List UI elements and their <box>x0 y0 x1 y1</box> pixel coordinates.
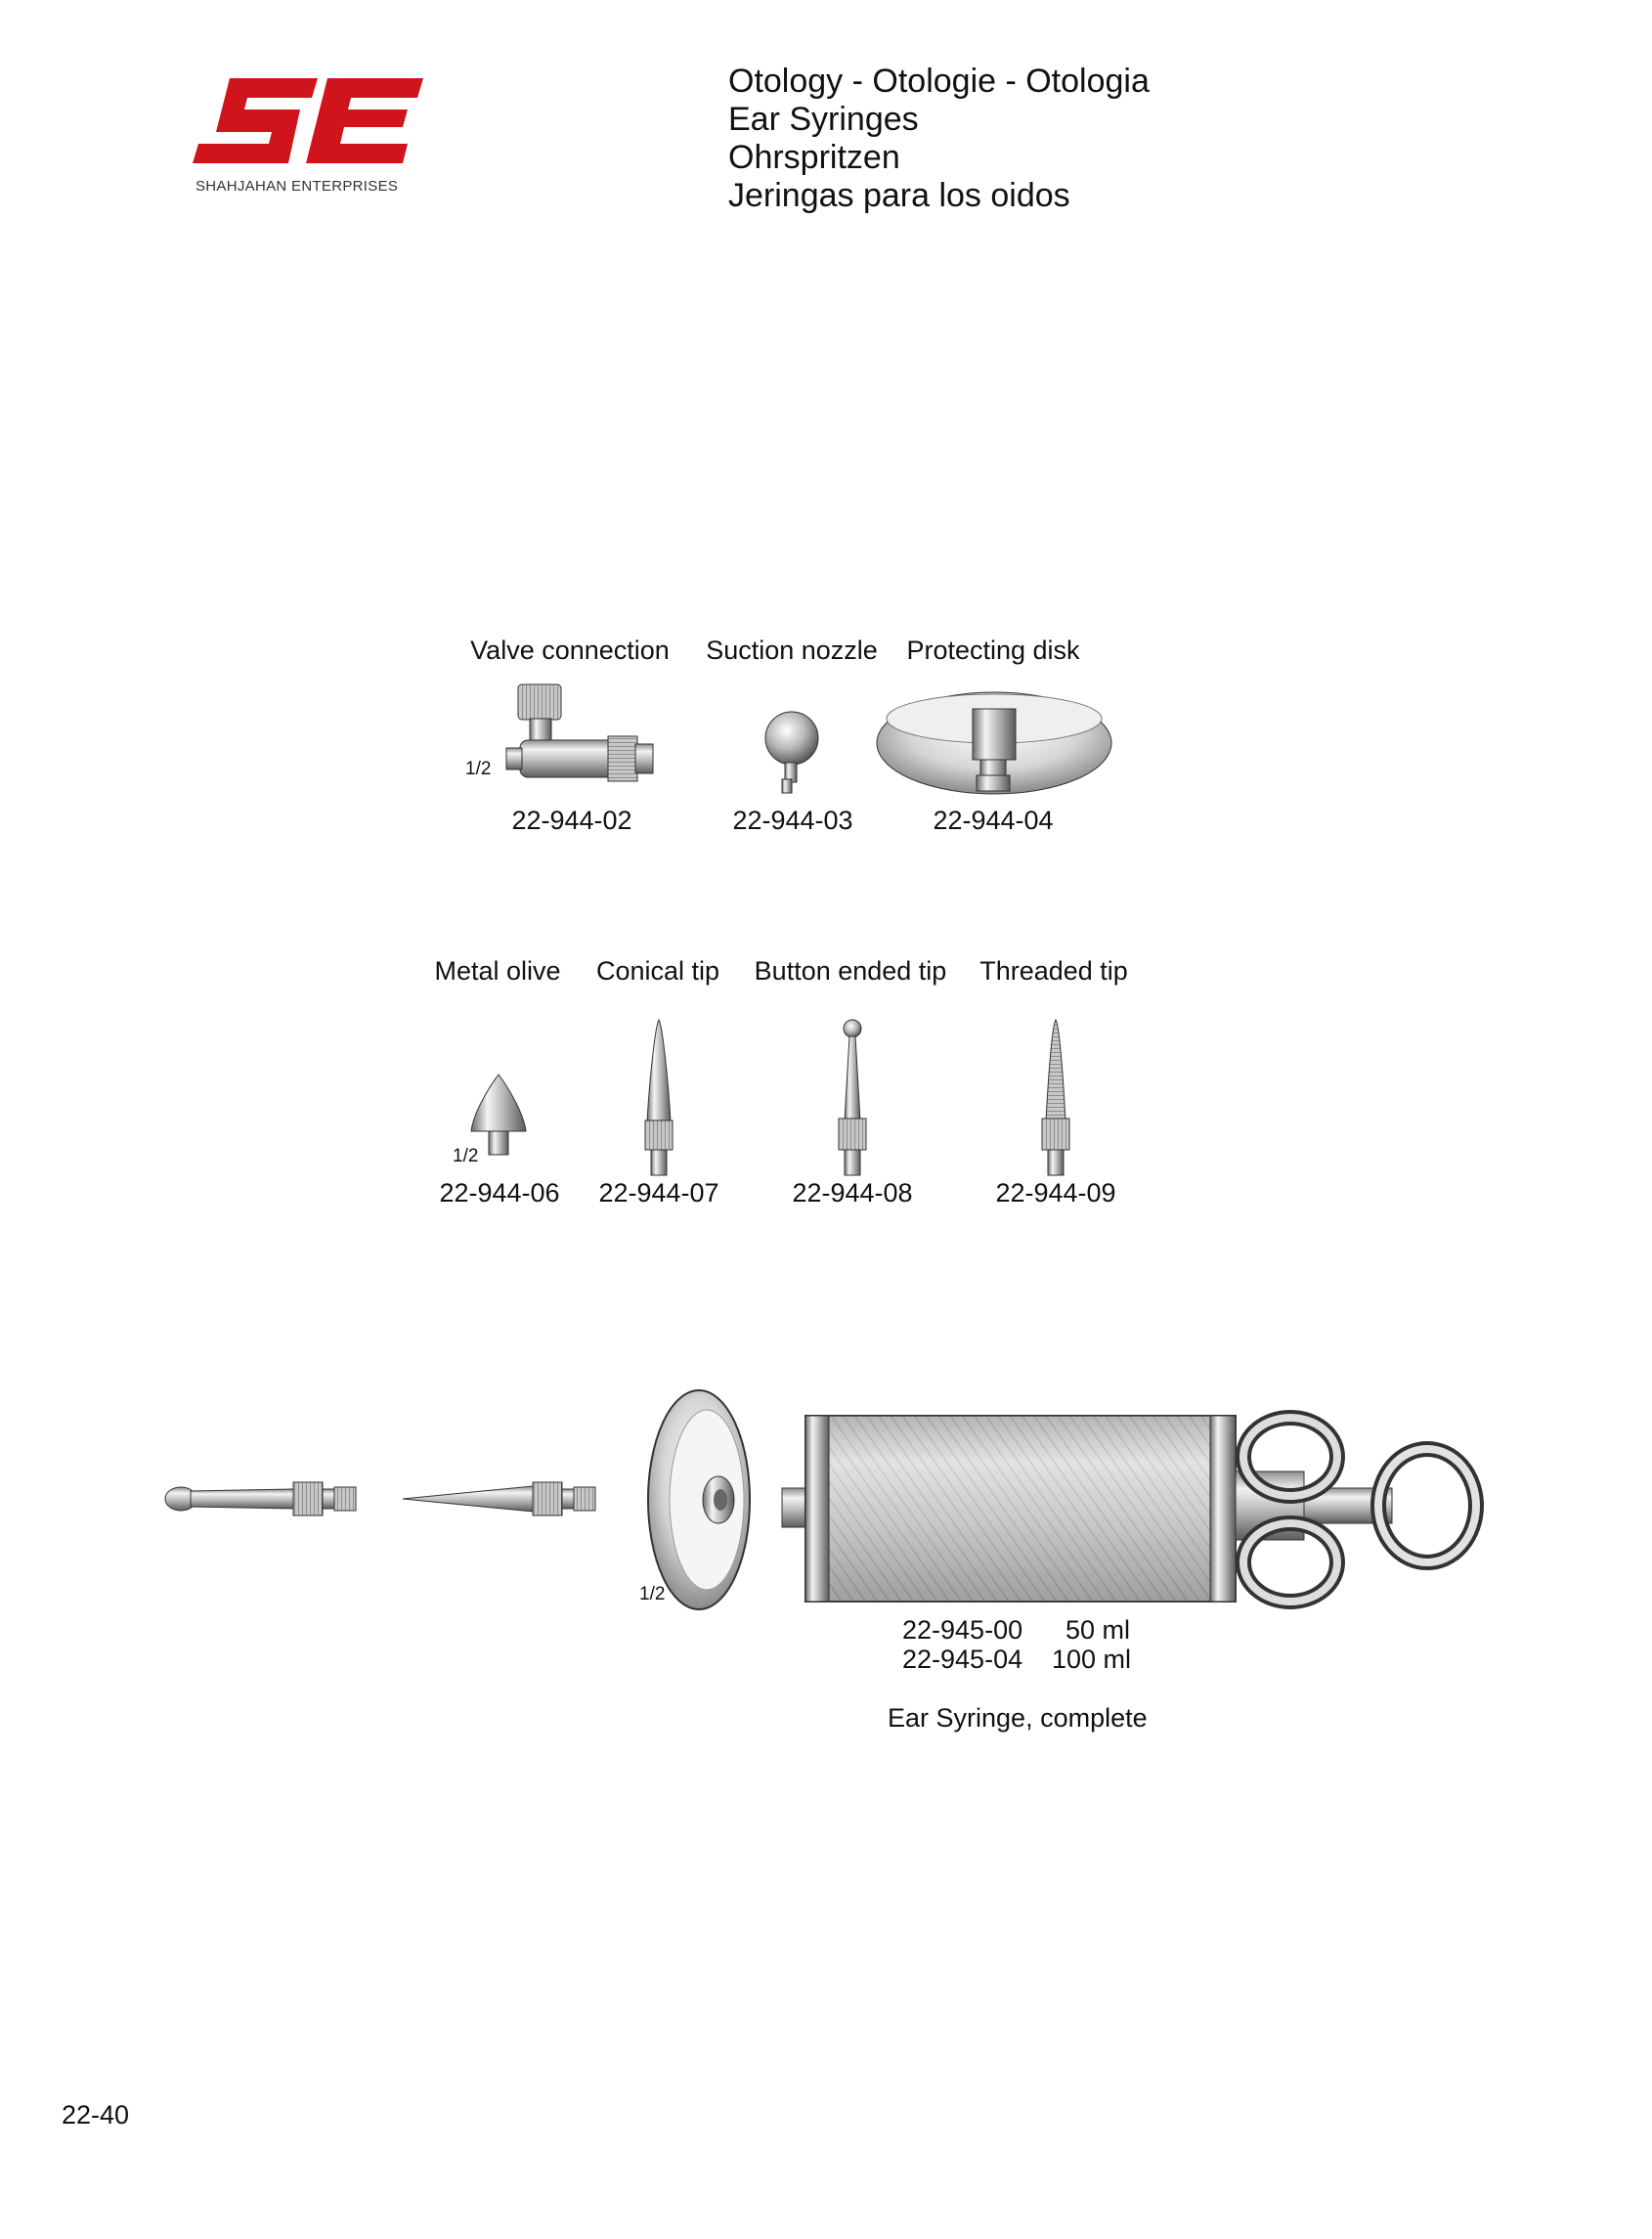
button-ended-tip-image <box>831 1017 874 1181</box>
code-22-944-04: 22-944-04 <box>933 806 1054 835</box>
header-line-3: Ohrspritzen <box>728 139 900 176</box>
syringe-caption: Ear Syringe, complete <box>888 1703 1148 1733</box>
code-22-945-04: 22-945-04 <box>902 1645 1023 1674</box>
volume-100ml: 100 ml <box>1052 1645 1132 1674</box>
code-22-944-03: 22-944-03 <box>732 806 853 835</box>
scale-syringe: 1/2 <box>639 1584 666 1604</box>
ear-syringe-image <box>782 1398 1486 1613</box>
label-protecting-disk: Protecting disk <box>906 636 1080 665</box>
threaded-tip-image <box>1034 1017 1077 1181</box>
header-line-1: Otology - Otologie - Otologia <box>728 63 1150 100</box>
suction-nozzle-image <box>758 709 826 802</box>
scale-valve: 1/2 <box>465 759 492 779</box>
nozzle-conical-image <box>401 1474 606 1523</box>
label-conical-tip: Conical tip <box>595 956 720 986</box>
code-22-944-09: 22-944-09 <box>995 1178 1116 1207</box>
label-suction-nozzle: Suction nozzle <box>706 636 878 665</box>
page-header <box>728 63 1150 215</box>
code-22-944-07: 22-944-07 <box>598 1178 719 1207</box>
header-line-4: Jeringas para los oidos <box>728 177 1070 214</box>
volume-50ml: 50 ml <box>1065 1615 1131 1645</box>
brand-name: SHAHJAHAN ENTERPRISES <box>196 178 399 195</box>
nozzle-olive-image <box>161 1474 367 1523</box>
code-22-945-00: 22-945-00 <box>902 1615 1023 1645</box>
label-metal-olive: Metal olive <box>434 956 561 986</box>
code-22-944-02: 22-944-02 <box>511 806 632 835</box>
label-threaded-tip: Threaded tip <box>979 956 1128 986</box>
conical-tip-image <box>637 1017 680 1181</box>
label-button-ended-tip: Button ended tip <box>754 956 947 986</box>
header-line-2: Ear Syringes <box>728 101 919 138</box>
brand-logo <box>191 70 425 178</box>
scale-olive: 1/2 <box>453 1146 479 1166</box>
protecting-disk-side-image <box>640 1386 758 1613</box>
page-number: 22-40 <box>62 2100 130 2129</box>
code-22-944-08: 22-944-08 <box>792 1178 913 1207</box>
valve-connection-image <box>499 680 674 797</box>
code-22-944-06: 22-944-06 <box>439 1178 560 1207</box>
protecting-disk-image <box>875 689 1114 802</box>
label-valve-connection: Valve connection <box>470 636 670 665</box>
